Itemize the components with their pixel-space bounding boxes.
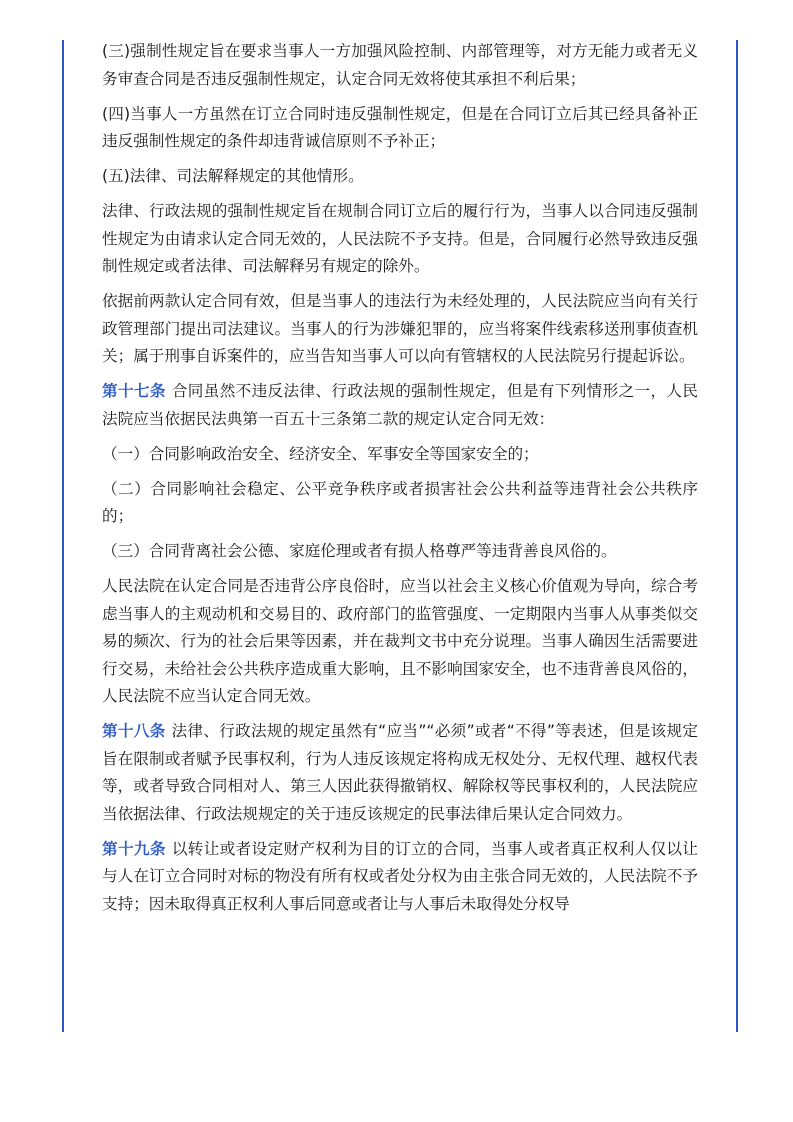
article-19-heading: 第十九条 [102,839,166,858]
article-16-judicial-advice-paragraph: 依据前两款认定合同有效，但是当事人的违法行为未经处理的，人民法院应当向有关行政管理部门提出司法建议。当事人的行为涉嫌犯罪的，应当将案件线索移送刑事侦查机关；属于刑事自诉案件的，应当告知当事人可以向有管辖权的人民法院另行提起诉讼。 [102,292,698,365]
article-16-item-5: (五)法律、司法解释规定的其他情形。 [102,167,364,185]
article-17-heading: 第十七条 [102,382,166,400]
article-16-item-4: (四)当事人一方虽然在订立合同时违反强制性规定，但是在合同订立后其已经具备补正违反强制性规定的条件却违背诚信原则不予补正； [102,104,698,150]
document-body [102,38,698,926]
article-17-item-2: （二）合同影响社会稳定、公平竞争秩序或者损害社会公共利益等违背社会公共秩序的； [102,479,698,525]
right-margin-rule [736,40,738,1032]
article-17-item-3: （三）合同背离社会公德、家庭伦理或者有损人格尊严等违背善良风俗的。 [102,542,617,560]
article-18-text: 法律、行政法规的规定虽然有“应当”“必须”或者“不得”等表述，但是该规定旨在限制或者赋予民事权利，行为人违反该规定将构成无权处分、无权代理、越权代表等，或者导致合同相对人、第三人因此获得撤销权、解除权等民事权利的，人民法院应当依据法律、行政法规规定的关于违反该规定的民事法律后果认定合同效力。 [102,722,698,823]
article-19-text: 以转让或者设定财产权利为目的订立的合同，当事人或者真正权利人仅以让与人在订立合同时对标的物没有所有权或者处分权为由主张合同无效的，人民法院不予支持；因未取得真正权利人事后同意或者让与人事后未取得处分权导 [102,839,698,913]
article-16-item-3: (三)强制性规定旨在要求当事人一方加强风险控制、内部管理等，对方无能力或者无义务审查合同是否违反强制性规定，认定合同无效将使其承担不利后果； [102,42,698,88]
article-17-closing-paragraph: 人民法院在认定合同是否违背公序良俗时，应当以社会主义核心价值观为导向，综合考虑当事人的主观动机和交易目的、政府部门的监管强度、一定期限内当事人从事类似交易的频次、行为的社会后果等因素，并在裁判文书中充分说理。当事人确因生活需要进行交易，未给社会公共秩序造成重大影响，且不影响国家安全，也不违背善良风俗的，人民法院不应当认定合同无效。 [102,577,698,705]
article-18-heading: 第十八条 [102,722,166,740]
article-19 [102,836,698,919]
article-16-performance-paragraph: 法律、行政法规的强制性规定旨在规制合同订立后的履行行为，当事人以合同违反强制性规定为由请求认定合同无效的，人民法院不予支持。但是，合同履行必然导致违反强制性规定或者法律、司法解释另有规定的除外。 [102,202,698,275]
article-17-item-1: （一）合同影响政治安全、经济安全、军事安全等国家安全的； [102,444,539,463]
article-18 [102,718,698,828]
left-margin-rule [62,40,64,1032]
article-17-text: 合同虽然不违反法律、行政法规的强制性规定，但是有下列情形之一，人民法院应当依据民法典第一百五十三条第二款的规定认定合同无效： [102,382,698,428]
article-17 [102,378,698,433]
